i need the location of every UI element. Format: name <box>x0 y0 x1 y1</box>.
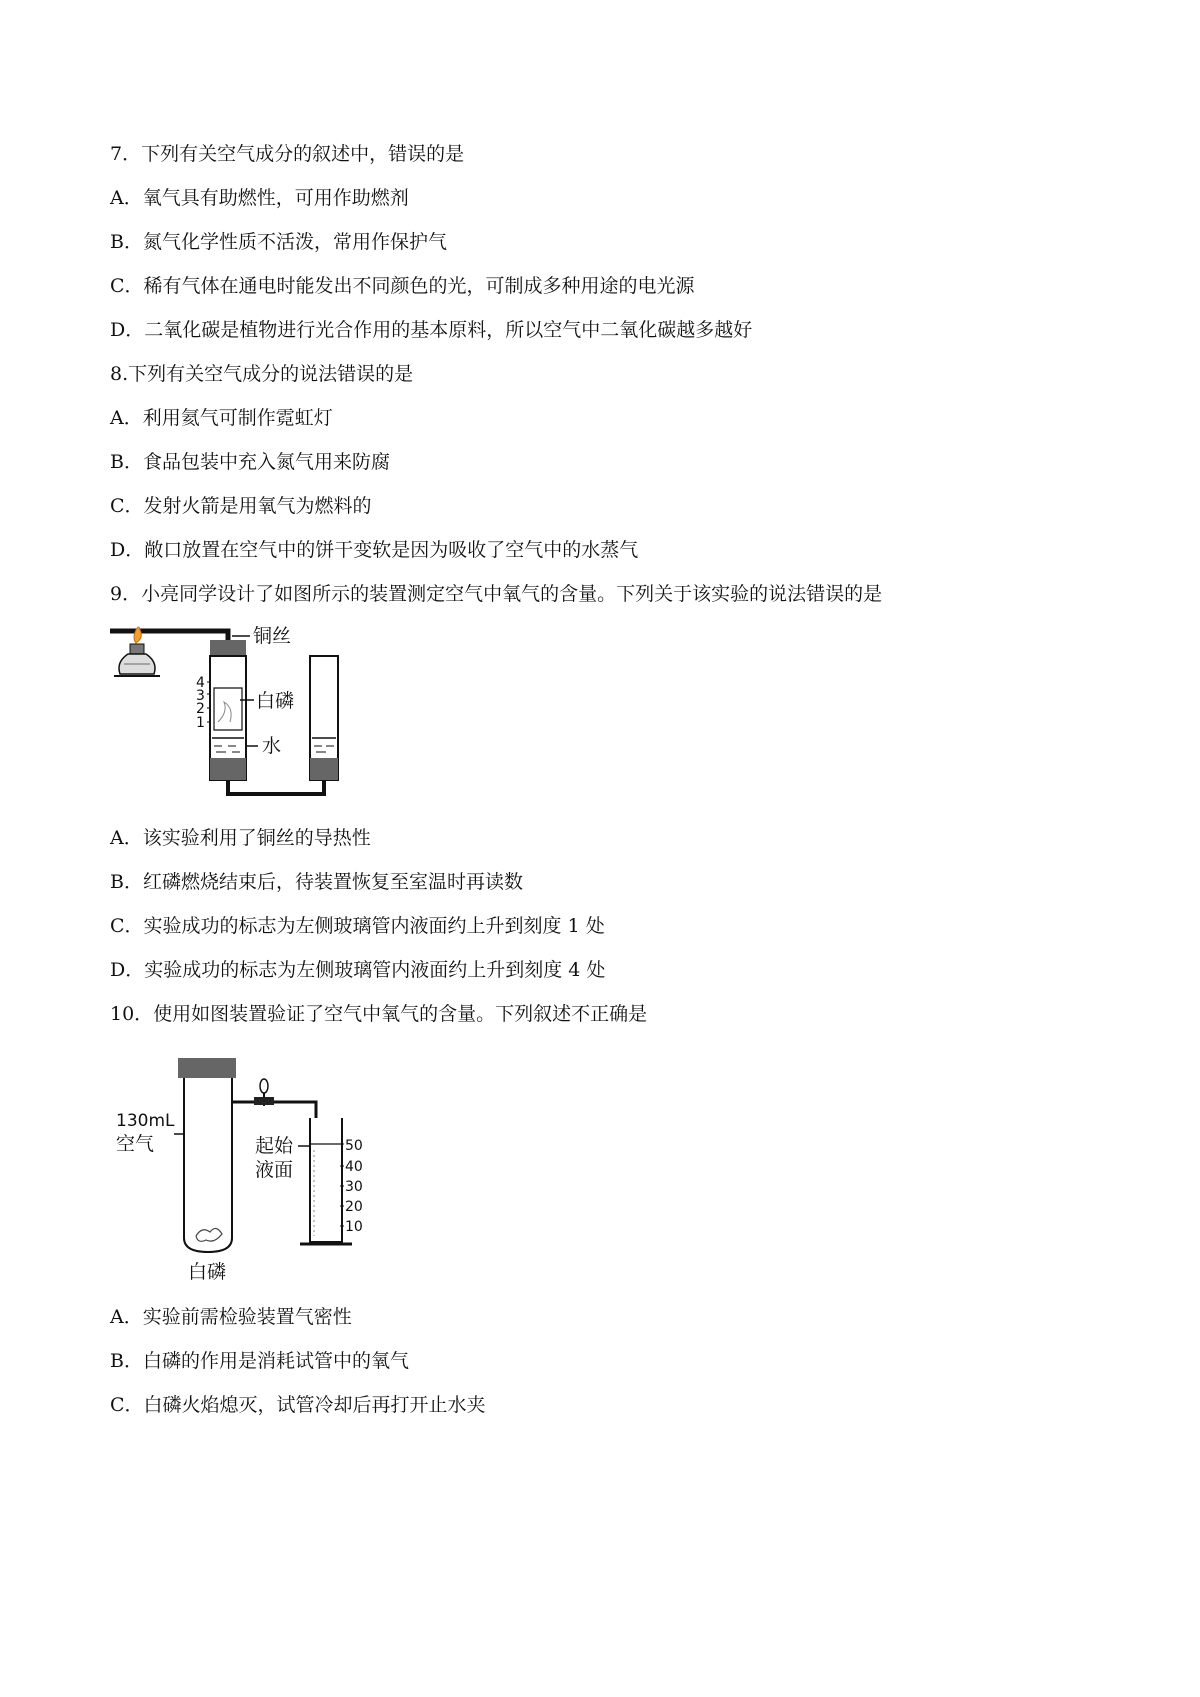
cylinder-mark-20: 20 <box>345 1199 363 1215</box>
cylinder-mark-30: 30 <box>345 1179 363 1195</box>
scale-mark-4: 4 <box>196 675 205 691</box>
scale-mark-1: 1 <box>196 715 205 731</box>
scale-mark-3: 3 <box>196 688 205 704</box>
cylinder-mark-50: 50 <box>345 1138 363 1154</box>
start-level-label-line1: 起始 <box>255 1135 294 1157</box>
water-clamp-icon <box>254 1079 274 1106</box>
question-9-apparatus-figure <box>110 618 360 798</box>
question-9-option-a: A．该实验利用了铜丝的导热性 <box>110 827 371 849</box>
white-phosphorus-label: 白磷 <box>188 1261 227 1283</box>
question-10-apparatus-figure <box>110 1050 390 1290</box>
question-7-option-a: A．氧气具有助燃性，可用作助燃剂 <box>110 187 409 209</box>
question-8-option-a: A．利用氦气可制作霓虹灯 <box>110 407 333 429</box>
question-8-option-b: B．食品包装中充入氮气用来防腐 <box>110 451 390 473</box>
question-7-option-d: D．二氧化碳是植物进行光合作用的基本原料，所以空气中二氧化碳越多越好 <box>110 319 753 341</box>
water-label: 水 <box>262 735 282 757</box>
question-8-stem: 8.下列有关空气成分的说法错误的是 <box>110 363 414 385</box>
right-glass-tube <box>310 656 338 780</box>
question-7-option-c: C．稀有气体在通电时能发出不同颜色的光，可制成多种用途的电光源 <box>110 275 695 297</box>
white-phosphorus-icon <box>218 702 231 722</box>
air-label: 空气 <box>116 1133 155 1155</box>
cylinder-mark-40: 40 <box>345 1159 363 1175</box>
connecting-tube <box>228 780 324 794</box>
question-10-stem: 10．使用如图装置验证了空气中氧气的含量。下列叙述不正确是 <box>110 1003 648 1025</box>
copper-wire <box>110 631 228 640</box>
question-7-option-b: B．氮气化学性质不活泼，常用作保护气 <box>110 231 447 253</box>
question-9-option-d: D．实验成功的标志为左侧玻璃管内液面约上升到刻度 4 处 <box>110 959 606 981</box>
cylinder-mark-10: 10 <box>345 1219 363 1235</box>
question-10-option-c: C．白磷火焰熄灭，试管冷却后再打开止水夹 <box>110 1394 486 1416</box>
question-10-option-b: B．白磷的作用是消耗试管中的氧气 <box>110 1350 409 1372</box>
white-phosphorus-icon <box>196 1228 222 1241</box>
question-7-stem: 7．下列有关空气成分的叙述中，错误的是 <box>110 143 465 165</box>
question-10-option-a: A．实验前需检验装置气密性 <box>110 1306 352 1328</box>
question-9-stem: 9．小亮同学设计了如图所示的装置测定空气中氧气的含量。下列关于该实验的说法错误的是 <box>110 583 883 605</box>
scale-mark-2: 2 <box>196 701 205 717</box>
test-tube <box>178 1058 236 1252</box>
question-9-option-b: B．红磷燃烧结束后，待装置恢复至室温时再读数 <box>110 871 523 893</box>
alcohol-lamp-icon <box>114 627 160 676</box>
white-phosphorus-label: 白磷 <box>256 690 295 712</box>
question-8-option-d: D．敞口放置在空气中的饼干变软是因为吸收了空气中的水蒸气 <box>110 539 639 561</box>
question-9-option-c: C．实验成功的标志为左侧玻璃管内液面约上升到刻度 1 处 <box>110 915 605 937</box>
left-glass-tube <box>207 640 246 780</box>
air-volume-label: 130mL <box>116 1111 175 1131</box>
start-level-label-line2: 液面 <box>255 1159 294 1181</box>
copper-wire-label: 铜丝 <box>253 625 292 647</box>
question-8-option-c: C．发射火箭是用氧气为燃料的 <box>110 495 372 517</box>
